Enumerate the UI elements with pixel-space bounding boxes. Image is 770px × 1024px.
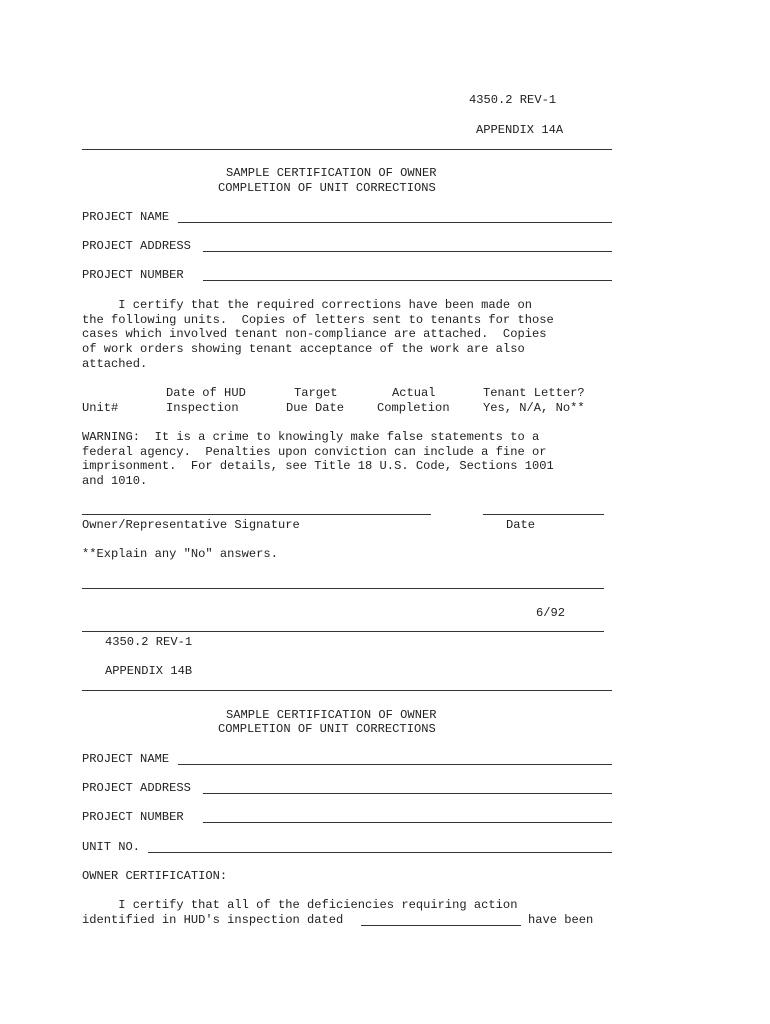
- unit-header: Unit#: [82, 401, 119, 415]
- signature-field[interactable]: [82, 514, 431, 515]
- appendix-label: APPENDIX 14B: [105, 664, 193, 678]
- appendix-label: APPENDIX 14A: [476, 123, 564, 137]
- header-divider: [82, 690, 612, 691]
- inspection-header: Inspection: [166, 401, 239, 415]
- warning-line: and 1010.: [82, 474, 148, 488]
- certification-line-end: have been: [528, 913, 594, 927]
- unit-no-label: UNIT NO.: [82, 840, 141, 854]
- header-divider: [82, 149, 612, 150]
- warning-line: federal agency. Penalties upon conviction can include a fine or: [82, 445, 547, 459]
- project-address-field[interactable]: [203, 793, 612, 794]
- project-number-field[interactable]: [203, 822, 612, 823]
- signature-date-field[interactable]: [483, 514, 604, 515]
- target-header: Target: [294, 386, 338, 400]
- tenant-letter-header: Tenant Letter?: [483, 386, 585, 400]
- warning-line: imprisonment. For details, see Title 18 U.S. Code, Sections 1001: [82, 459, 554, 473]
- certification-line: I certify that all of the deficiencies requiring action: [82, 898, 518, 912]
- project-number-field[interactable]: [203, 280, 612, 281]
- explanation-field[interactable]: [82, 588, 604, 589]
- unit-no-field[interactable]: [148, 852, 612, 853]
- inspection-date-field[interactable]: [361, 925, 521, 926]
- due-date-header: Due Date: [286, 401, 345, 415]
- form-title-line-1: SAMPLE CERTIFICATION OF OWNER: [226, 708, 437, 722]
- explain-note: **Explain any "No" answers.: [82, 547, 278, 561]
- paragraph-line: attached.: [82, 357, 148, 371]
- actual-header: Actual: [392, 386, 436, 400]
- paragraph-line: I certify that the required corrections have been made on: [82, 298, 532, 312]
- project-address-label: PROJECT ADDRESS: [82, 781, 191, 795]
- project-name-label: PROJECT NAME: [82, 210, 170, 224]
- page-divider: [82, 631, 604, 632]
- date-of-hud-header: Date of HUD: [166, 386, 246, 400]
- date-label: Date: [506, 518, 536, 532]
- signature-label: Owner/Representative Signature: [82, 518, 300, 532]
- project-name-label: PROJECT NAME: [82, 752, 170, 766]
- revision-date: 6/92: [536, 606, 566, 620]
- project-number-label: PROJECT NUMBER: [82, 810, 184, 824]
- document-number: 4350.2 REV-1: [105, 635, 193, 649]
- project-name-field[interactable]: [178, 764, 612, 765]
- completion-header: Completion: [377, 401, 450, 415]
- yes-na-no-header: Yes, N/A, No**: [483, 401, 585, 415]
- project-address-field[interactable]: [203, 251, 612, 252]
- paragraph-line: of work orders showing tenant acceptance of the work are also: [82, 342, 525, 356]
- project-address-label: PROJECT ADDRESS: [82, 239, 191, 253]
- paragraph-line: cases which involved tenant non-compliance are attached. Copies: [82, 327, 547, 341]
- paragraph-line: the following units. Copies of letters sent to tenants for those: [82, 313, 554, 327]
- project-number-label: PROJECT NUMBER: [82, 268, 184, 282]
- document-number: 4350.2 REV-1: [469, 93, 557, 107]
- certification-line-start: identified in HUD's inspection dated: [82, 913, 344, 927]
- warning-line: WARNING: It is a crime to knowingly make false statements to a: [82, 430, 540, 444]
- form-title-line-2: COMPLETION OF UNIT CORRECTIONS: [218, 722, 436, 736]
- form-title-line-2: COMPLETION OF UNIT CORRECTIONS: [218, 181, 436, 195]
- project-name-field[interactable]: [178, 222, 612, 223]
- owner-certification-heading: OWNER CERTIFICATION:: [82, 869, 228, 883]
- form-title-line-1: SAMPLE CERTIFICATION OF OWNER: [226, 166, 437, 180]
